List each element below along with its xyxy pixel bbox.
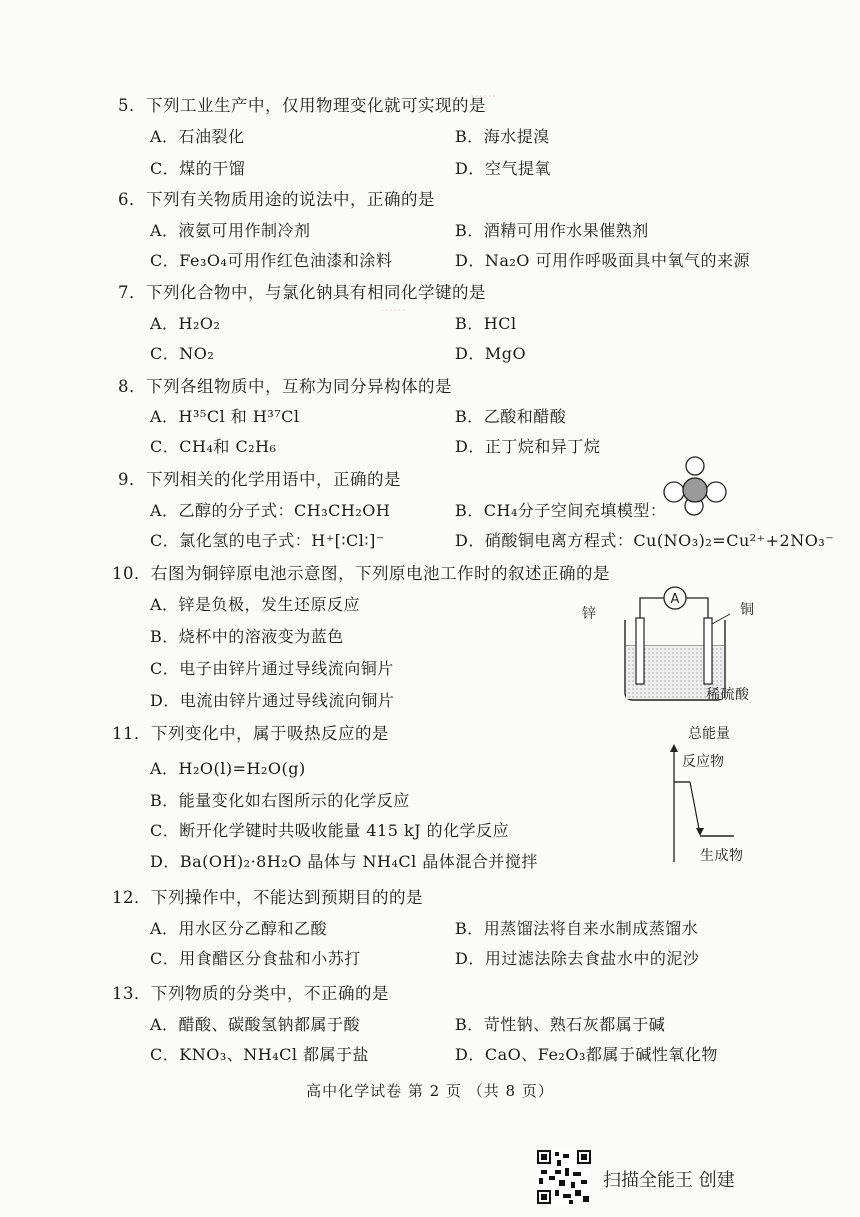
q7-option-a: A．H₂O₂ <box>150 314 221 333</box>
q10-option-b: B．烧杯中的溶液变为蓝色 <box>150 627 344 646</box>
zinc-label: 锌 <box>582 606 596 622</box>
page-footer: 高中化学试卷 第 2 页 （共 8 页） <box>306 1082 554 1100</box>
products-label: 生成物 <box>700 848 744 864</box>
q5-option-c: C．煤的干馏 <box>150 159 246 178</box>
q6-option-d: D．Na₂O 可用作呼吸面具中氧气的来源 <box>455 251 750 270</box>
q13-option-d: D．CaO、Fe₂O₃都属于碱性氧化物 <box>455 1045 718 1064</box>
q9-option-d: D．硝酸铜电离方程式：Cu(NO₃)₂=Cu²⁺+2NO₃⁻ <box>455 531 835 550</box>
q13-option-b: B．苛性钠、熟石灰都属于碱 <box>455 1015 666 1034</box>
q11-option-a: A．H₂O(l)=H₂O(g) <box>150 759 306 778</box>
q8-option-d: D．正丁烷和异丁烷 <box>455 437 601 456</box>
scanner-brand-label: 扫描全能王 创建 <box>603 1170 735 1191</box>
q7-option-c: C．NO₂ <box>150 344 215 363</box>
q12-option-a: A．用水区分乙醇和乙酸 <box>150 919 328 938</box>
q9-option-c: C．氯化氢的电子式：H⁺[∶Cl∶]⁻ <box>150 531 385 550</box>
q5-option-b: B．海水提溴 <box>455 127 550 146</box>
question-13-stem: 13．下列物质的分类中，不正确的是 <box>112 984 389 1003</box>
question-5-stem: 5．下列工业生产中，仅用物理变化就可实现的是 <box>118 96 486 115</box>
ammeter-label: A <box>670 592 680 607</box>
copper-label: 铜 <box>740 602 754 618</box>
q8-option-b: B．乙酸和醋酸 <box>455 407 567 426</box>
q12-option-b: B．用蒸馏法将自来水制成蒸馏水 <box>455 919 699 938</box>
question-6-stem: 6．下列有关物质用途的说法中，正确的是 <box>118 190 435 209</box>
exam-page: …… …… 5．下列工业生产中，仅用物理变化就可实现的是 A．石油裂化 B．海水提溴 C．煤的干馏 D．空气提氧 6．下列有关物质用途的说法中，正确的是 A．液氨可用作制冷剂 B．酒精可用作水果催熟剂 C．Fe₃O₄可用作红色油漆和涂料 D．Na₂O 可用作呼吸面具中氧气的来源 7．下列化合物中，与氯化钠具有相同化学键的是 A．H₂O₂ B．HCl C．NO₂ D．MgO 8．下列各组物质中，互称为同分异构体的是 A．H³⁵Cl 和 H³⁷Cl B．乙酸和醋酸 C．CH₄和 C₂H₆ D．正丁烷和异丁烷 9．下列相关的化学用语中，正确的是 A．乙醇的分子式：CH₃CH₂OH B．CH₄分子空间充填模型： C．氯化氢的电子式：H⁺[∶Cl∶]⁻ D．硝酸铜电离方程式：Cu(NO₃)₂=Cu²⁺+2NO₃⁻ 10．右图为铜锌原电池示意图，下列原电池工作时的叙述正确的是 A．锌是负极，发生还原反应 B．烧杯中的溶液变为蓝色 C．电子由锌片通过导线流向铜片 D．电流由锌片通过导线流向铜片 A 锌 铜 稀硫酸 11．下列变化中，属于吸热反应的是 A．H₂O(l)=H₂O(g) B．能量变化如右图所示的化学反应 C．断开化学键时共吸收能量 415 kJ 的化学反应 D．Ba(OH)₂·8H₂O 晶体与 NH₄Cl 晶体混合并搅拌 总能量 反应物 生成物 12．下列操作中，不能达到预期目的的是 A．用水区分乙醇和乙酸 B．用蒸馏法将自来水制成蒸馏水 C．用食醋区分食盐和小苏打 D．用过滤法除去食盐水中的泥沙 13．下列物质的分类中，不正确的是 A．醋酸、碳酸氢钠都属于酸 B．苛性钠、熟石灰都属于碱 C．KNO₃、NH₄Cl 都属于盐 D．CaO、Fe₂O₃都属于碱性氧化物 高中化学试卷 第 2 页 （共 8 页） 扫描全能王 创建 <box>0 0 860 1217</box>
reactants-label: 反应物 <box>682 754 724 770</box>
question-10-stem: 10．右图为铜锌原电池示意图，下列原电池工作时的叙述正确的是 <box>112 564 610 583</box>
question-12-stem: 12．下列操作中，不能达到预期目的的是 <box>112 888 423 907</box>
q5-option-a: A．石油裂化 <box>150 127 245 146</box>
qr-code-icon[interactable] <box>537 1150 591 1204</box>
question-8-stem: 8．下列各组物质中，互称为同分异构体的是 <box>118 377 452 396</box>
q9-option-a: A．乙醇的分子式：CH₃CH₂OH <box>150 501 391 520</box>
q10-option-c: C．电子由锌片通过导线流向铜片 <box>150 659 394 678</box>
q10-option-d: D．电流由锌片通过导线流向铜片 <box>150 691 395 710</box>
q12-option-d: D．用过滤法除去食盐水中的泥沙 <box>455 949 700 968</box>
q6-option-b: B．酒精可用作水果催熟剂 <box>455 221 649 240</box>
q6-option-a: A．液氨可用作制冷剂 <box>150 221 311 240</box>
question-11-stem: 11．下列变化中，属于吸热反应的是 <box>112 724 389 743</box>
q5-option-d: D．空气提氧 <box>455 159 551 178</box>
q6-option-c: C．Fe₃O₄可用作红色油漆和涂料 <box>150 251 393 270</box>
q13-option-c: C．KNO₃、NH₄Cl 都属于盐 <box>150 1045 370 1064</box>
q12-option-c: C．用食醋区分食盐和小苏打 <box>150 949 361 968</box>
q8-option-c: C．CH₄和 C₂H₆ <box>150 437 277 456</box>
total-energy-label: 总能量 <box>688 726 730 742</box>
question-7-stem: 7．下列化合物中，与氯化钠具有相同化学键的是 <box>118 283 486 302</box>
question-9-stem: 9．下列相关的化学用语中，正确的是 <box>118 470 401 489</box>
q8-option-a: A．H³⁵Cl 和 H³⁷Cl <box>150 407 300 426</box>
q7-option-b: B．HCl <box>455 314 517 333</box>
methane-space-filling-model-icon <box>660 454 730 524</box>
q11-option-c: C．断开化学键时共吸收能量 415 kJ 的化学反应 <box>150 821 510 840</box>
dilute-acid-label: 稀硫酸 <box>706 687 750 703</box>
q9-option-b: B．CH₄分子空间充填模型： <box>455 501 667 520</box>
q10-option-a: A．锌是负极，发生还原反应 <box>150 595 361 614</box>
q11-option-b: B．能量变化如右图所示的化学反应 <box>150 791 410 810</box>
q7-option-d: D．MgO <box>455 344 527 363</box>
q13-option-a: A．醋酸、碳酸氢钠都属于酸 <box>150 1015 361 1034</box>
q11-option-d: D．Ba(OH)₂·8H₂O 晶体与 NH₄Cl 晶体混合并搅拌 <box>150 852 538 871</box>
